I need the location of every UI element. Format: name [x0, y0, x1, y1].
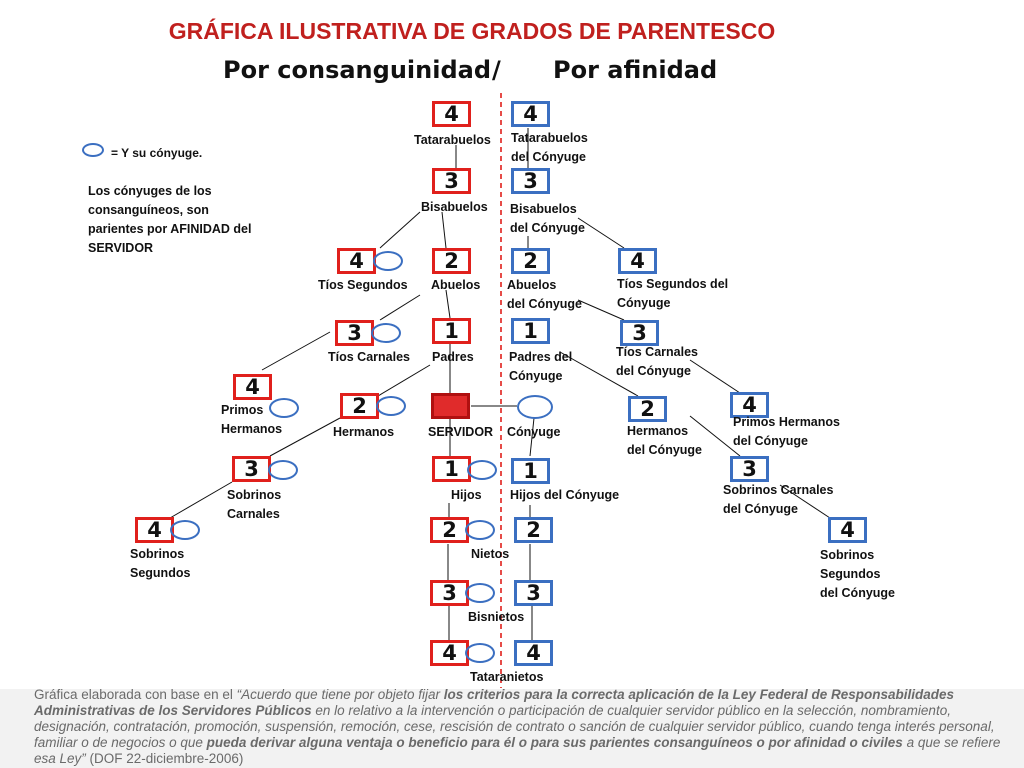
- legend-text: = Y su cónyuge.: [111, 146, 203, 160]
- label-sobrinos-carnales-conyuge: Sobrinos Carnales del Cónyuge: [723, 483, 834, 516]
- label-bisabuelos: Bisabuelos: [421, 200, 488, 214]
- affinity-subtitle: Por afinidad: [553, 56, 718, 84]
- footer-part-7: (DOF 22-diciembre-2006): [89, 751, 244, 766]
- label-tatarabuelos: Tatarabuelos: [414, 133, 491, 147]
- degree-box-tios-segundos-conyuge: 4: [618, 248, 657, 274]
- spouse-ring-icon: [467, 460, 497, 480]
- label-conyuge: Cónyuge: [507, 425, 561, 439]
- label-padres: Padres: [432, 350, 474, 364]
- label-tios-carnales-conyuge: Tíos Carnales del Cónyuge: [616, 345, 698, 378]
- subtitle-separator: /: [492, 56, 501, 84]
- label-bisabuelos-conyuge: Bisabuelos del Cónyuge: [510, 202, 586, 235]
- footer-part-2: “Acuerdo que tiene por objeto fijar: [236, 687, 444, 702]
- label-abuelos: Abuelos: [431, 278, 481, 292]
- degree-box-hermanos-conyuge: 2: [628, 396, 667, 422]
- page-title: GRÁFICA ILUSTRATIVA DE GRADOS DE PARENTESCO: [168, 18, 776, 44]
- degree-box-tatarabuelos-conyuge: 4: [511, 101, 550, 127]
- label-tios-segundos-conyuge: Tíos Segundos del Cónyuge: [617, 277, 729, 310]
- degree-box-bisabuelos: 3: [432, 168, 471, 194]
- label-tios-carnales: Tíos Carnales: [328, 350, 410, 364]
- degree-box-nietos: 2: [430, 517, 469, 543]
- connector-sobrinos-segundos: [170, 482, 232, 518]
- degree-box-tios-carnales: 3: [335, 320, 374, 346]
- label-sobrinos-segundos: Sobrinos Segundos: [130, 547, 191, 580]
- degree-box-sobrinos-carnales: 3: [232, 456, 271, 482]
- footer-part-6: a que se refiere esa Ley”: [34, 735, 1001, 766]
- spouse-ring-icon: [82, 143, 104, 157]
- degree-box-hijos-conyuge: 1: [511, 458, 550, 484]
- conyuge-ring-icon: [517, 395, 553, 419]
- spouse-ring-icon: [268, 460, 298, 480]
- label-sobrinos-carnales: Sobrinos Carnales: [227, 488, 282, 521]
- consanguinity-subtitle: Por consanguinidad: [223, 56, 491, 84]
- connector-abuelos-tios-carnales: [380, 295, 420, 320]
- servidor-box: [431, 393, 470, 419]
- degree-box-padres: 1: [432, 318, 471, 344]
- footer-part-4: en lo relativo a la intervención o participación de cualquier servidor público en la selección, nombramiento, designación, contratación, promoción, suspensión, remoción, cese, rescisión de contrato o sanción de cualquier servidor público, cuando tenga interés personal, familiar o de negocios o que: [34, 703, 995, 750]
- label-tatarabuelos-conyuge: Tatarabuelos del Cónyuge: [511, 131, 588, 164]
- label-servidor: SERVIDOR: [428, 425, 494, 439]
- degree-box-nietos-conyuge: 2: [514, 517, 553, 543]
- label-sobrinos-segundos-conyuge: Sobrinos Segundos del Cónyuge: [820, 548, 896, 600]
- connector-tios-segundos-primos: [262, 332, 330, 370]
- degree-box-sobrinos-carnales-conyuge: 3: [730, 456, 769, 482]
- spouse-ring-icon: [371, 323, 401, 343]
- spouse-ring-icon: [465, 643, 495, 663]
- spouse-ring-icon: [373, 251, 403, 271]
- label-hijos-conyuge: Hijos del Cónyuge: [510, 488, 620, 502]
- degree-box-sobrinos-segundos: 4: [135, 517, 174, 543]
- degree-box-tatarabuelos: 4: [432, 101, 471, 127]
- label-primos-hermanos-conyuge: Primos Hermanos del Cónyuge: [733, 415, 840, 448]
- degree-box-bisnietos-conyuge: 3: [514, 580, 553, 606]
- label-bisnietos: Bisnietos: [468, 610, 525, 624]
- spouse-ring-icon: [465, 583, 495, 603]
- degree-box-hermanos: 2: [340, 393, 379, 419]
- footer-part-1: Gráfica elaborada con base en el: [34, 687, 237, 702]
- degree-box-tios-segundos: 4: [337, 248, 376, 274]
- connector-bisabuelos-tios-segundos: [380, 212, 420, 248]
- degree-box-primos-hermanos: 4: [233, 374, 272, 400]
- label-padres-conyuge: Padres del Cónyuge: [509, 350, 573, 383]
- degree-box-tataranietos: 4: [430, 640, 469, 666]
- spouse-ring-icon: [376, 396, 406, 416]
- degree-box-bisabuelos-conyuge: 3: [511, 168, 550, 194]
- degree-box-bisnietos: 3: [430, 580, 469, 606]
- spouse-ring-icon: [170, 520, 200, 540]
- connector-bisabuelos-abuelos: [442, 212, 446, 248]
- degree-box-padres-conyuge: 1: [511, 318, 550, 344]
- affinity-note: Los cónyuges de los consanguíneos, son parientes por AFINIDAD del SERVIDOR: [88, 184, 252, 255]
- footer-part-3: los criterios para la correcta aplicación de la Ley Federal de Responsabilidades Administrativas de los Servidores Públicos: [34, 687, 954, 718]
- degree-box-tataranietos-conyuge: 4: [514, 640, 553, 666]
- degree-box-hijos: 1: [432, 456, 471, 482]
- degree-box-abuelos: 2: [432, 248, 471, 274]
- label-nietos: Nietos: [471, 547, 510, 561]
- label-hijos: Hijos: [451, 488, 482, 502]
- label-tataranietos: Tataranietos: [470, 670, 544, 684]
- degree-box-primos-hermanos-conyuge: 4: [730, 392, 769, 418]
- degree-box-sobrinos-segundos-conyuge: 4: [828, 517, 867, 543]
- degree-box-abuelos-conyuge: 2: [511, 248, 550, 274]
- label-abuelos-conyuge: Abuelos del Cónyuge: [507, 278, 583, 311]
- label-hermanos: Hermanos: [333, 425, 395, 439]
- label-tios-segundos: Tíos Segundos: [318, 278, 408, 292]
- footer-part-5: pueda derivar alguna ventaja o beneficio para él o para sus parientes consanguíneos o por afinidad o civiles: [206, 735, 903, 750]
- footer-citation: [34, 687, 1002, 767]
- spouse-ring-icon: [465, 520, 495, 540]
- degree-box-tios-carnales-conyuge: 3: [620, 320, 659, 346]
- label-primos-hermanos: Primos Hermanos: [221, 403, 283, 436]
- connector-padres-hermanos: [378, 365, 430, 396]
- label-hermanos-conyuge: Hermanos del Cónyuge: [627, 424, 703, 457]
